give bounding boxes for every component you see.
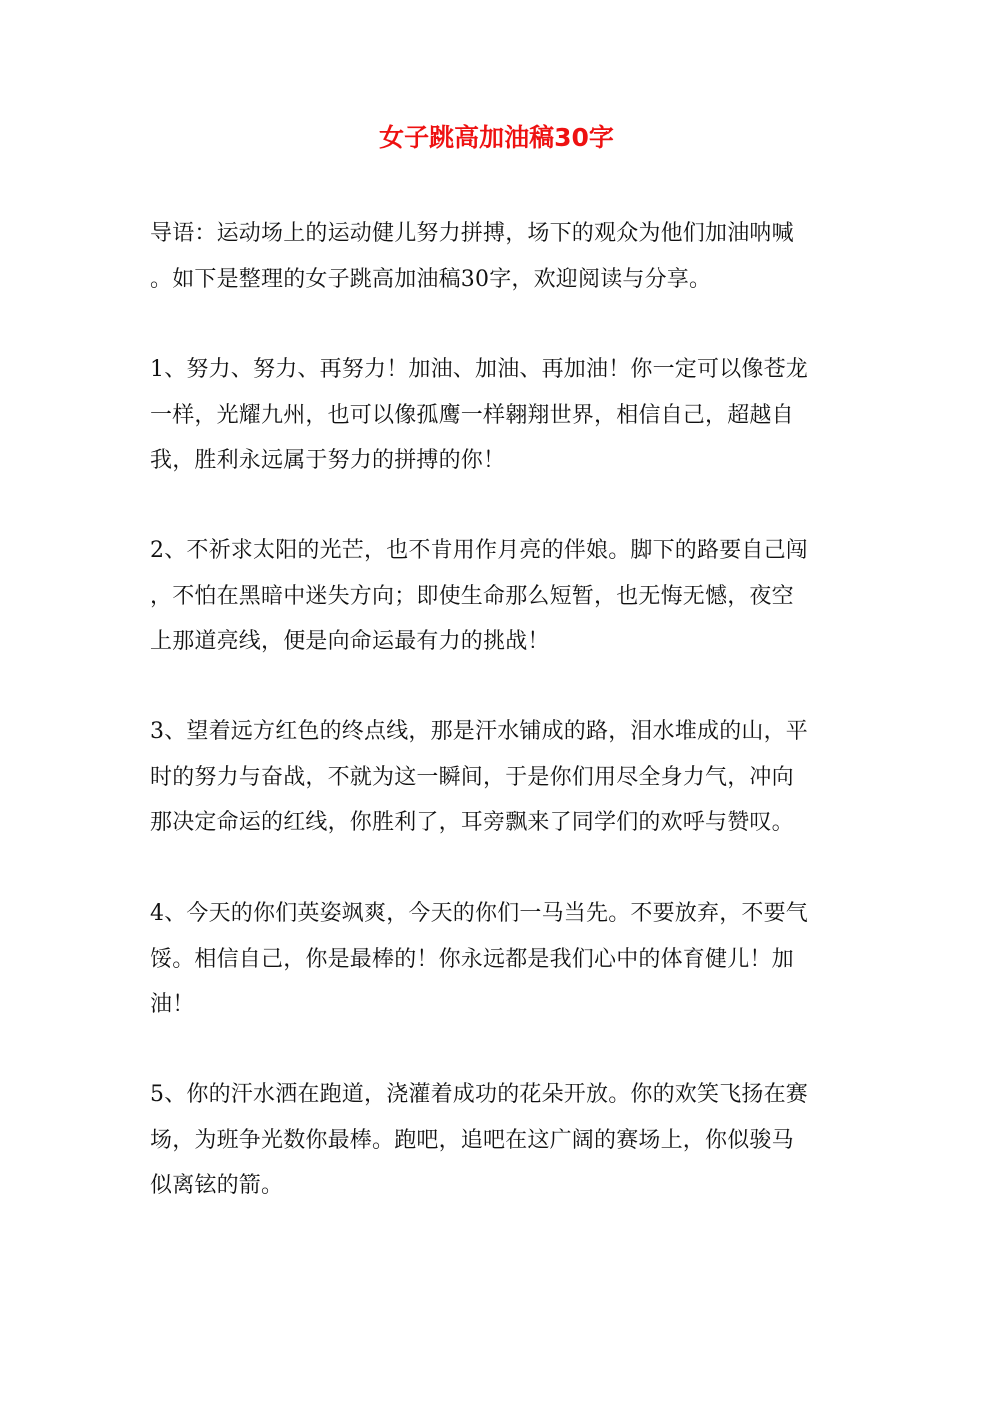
page-title: 女子跳高加油稿30字 [379, 123, 614, 152]
paragraph-3: 3、望着远方红色的终点线，那是汗水铺成的路，泪水堆成的山，平 时的努力与奋战，不就为这一瞬间，于是你们用尽全身力气，冲向 那决定命运的红线，你胜利了，耳旁飘来了同学们的欢呼与赞叹。 [150, 719, 808, 835]
intro-paragraph: 导语：运动场上的运动健儿努力拼搏，场下的观众为他们加油呐喊 。如下是整理的女子跳高加油稿30字，欢迎阅读与分享。 [150, 221, 794, 292]
paragraph-4: 4、今天的你们英姿飒爽，今天的你们一马当先。不要放弃，不要气 馁。相信自己，你是最棒的！你永远都是我们心中的体育健儿！加 油！ [150, 901, 808, 1017]
paragraph-1: 1、努力、努力、再努力！加油、加油、再加油！你一定可以像苍龙 一样，光耀九州，也可以像孤鹰一样翱翔世界，相信自己，超越自 我，胜利永远属于努力的拼搏的你！ [150, 357, 808, 473]
paragraph-2: 2、不祈求太阳的光芒，也不肯用作月亮的伴娘。脚下的路要自己闯 ，不怕在黑暗中迷失方向；即使生命那么短暂，也无悔无憾，夜空 上那道亮线，便是向命运最有力的挑战！ [150, 538, 808, 654]
paragraph-5: 5、你的汗水洒在跑道，浇灌着成功的花朵开放。你的欢笑飞扬在赛 场，为班争光数你最棒。跑吧，追吧在这广阔的赛场上，你似骏马 似离铉的箭。 [150, 1082, 808, 1198]
